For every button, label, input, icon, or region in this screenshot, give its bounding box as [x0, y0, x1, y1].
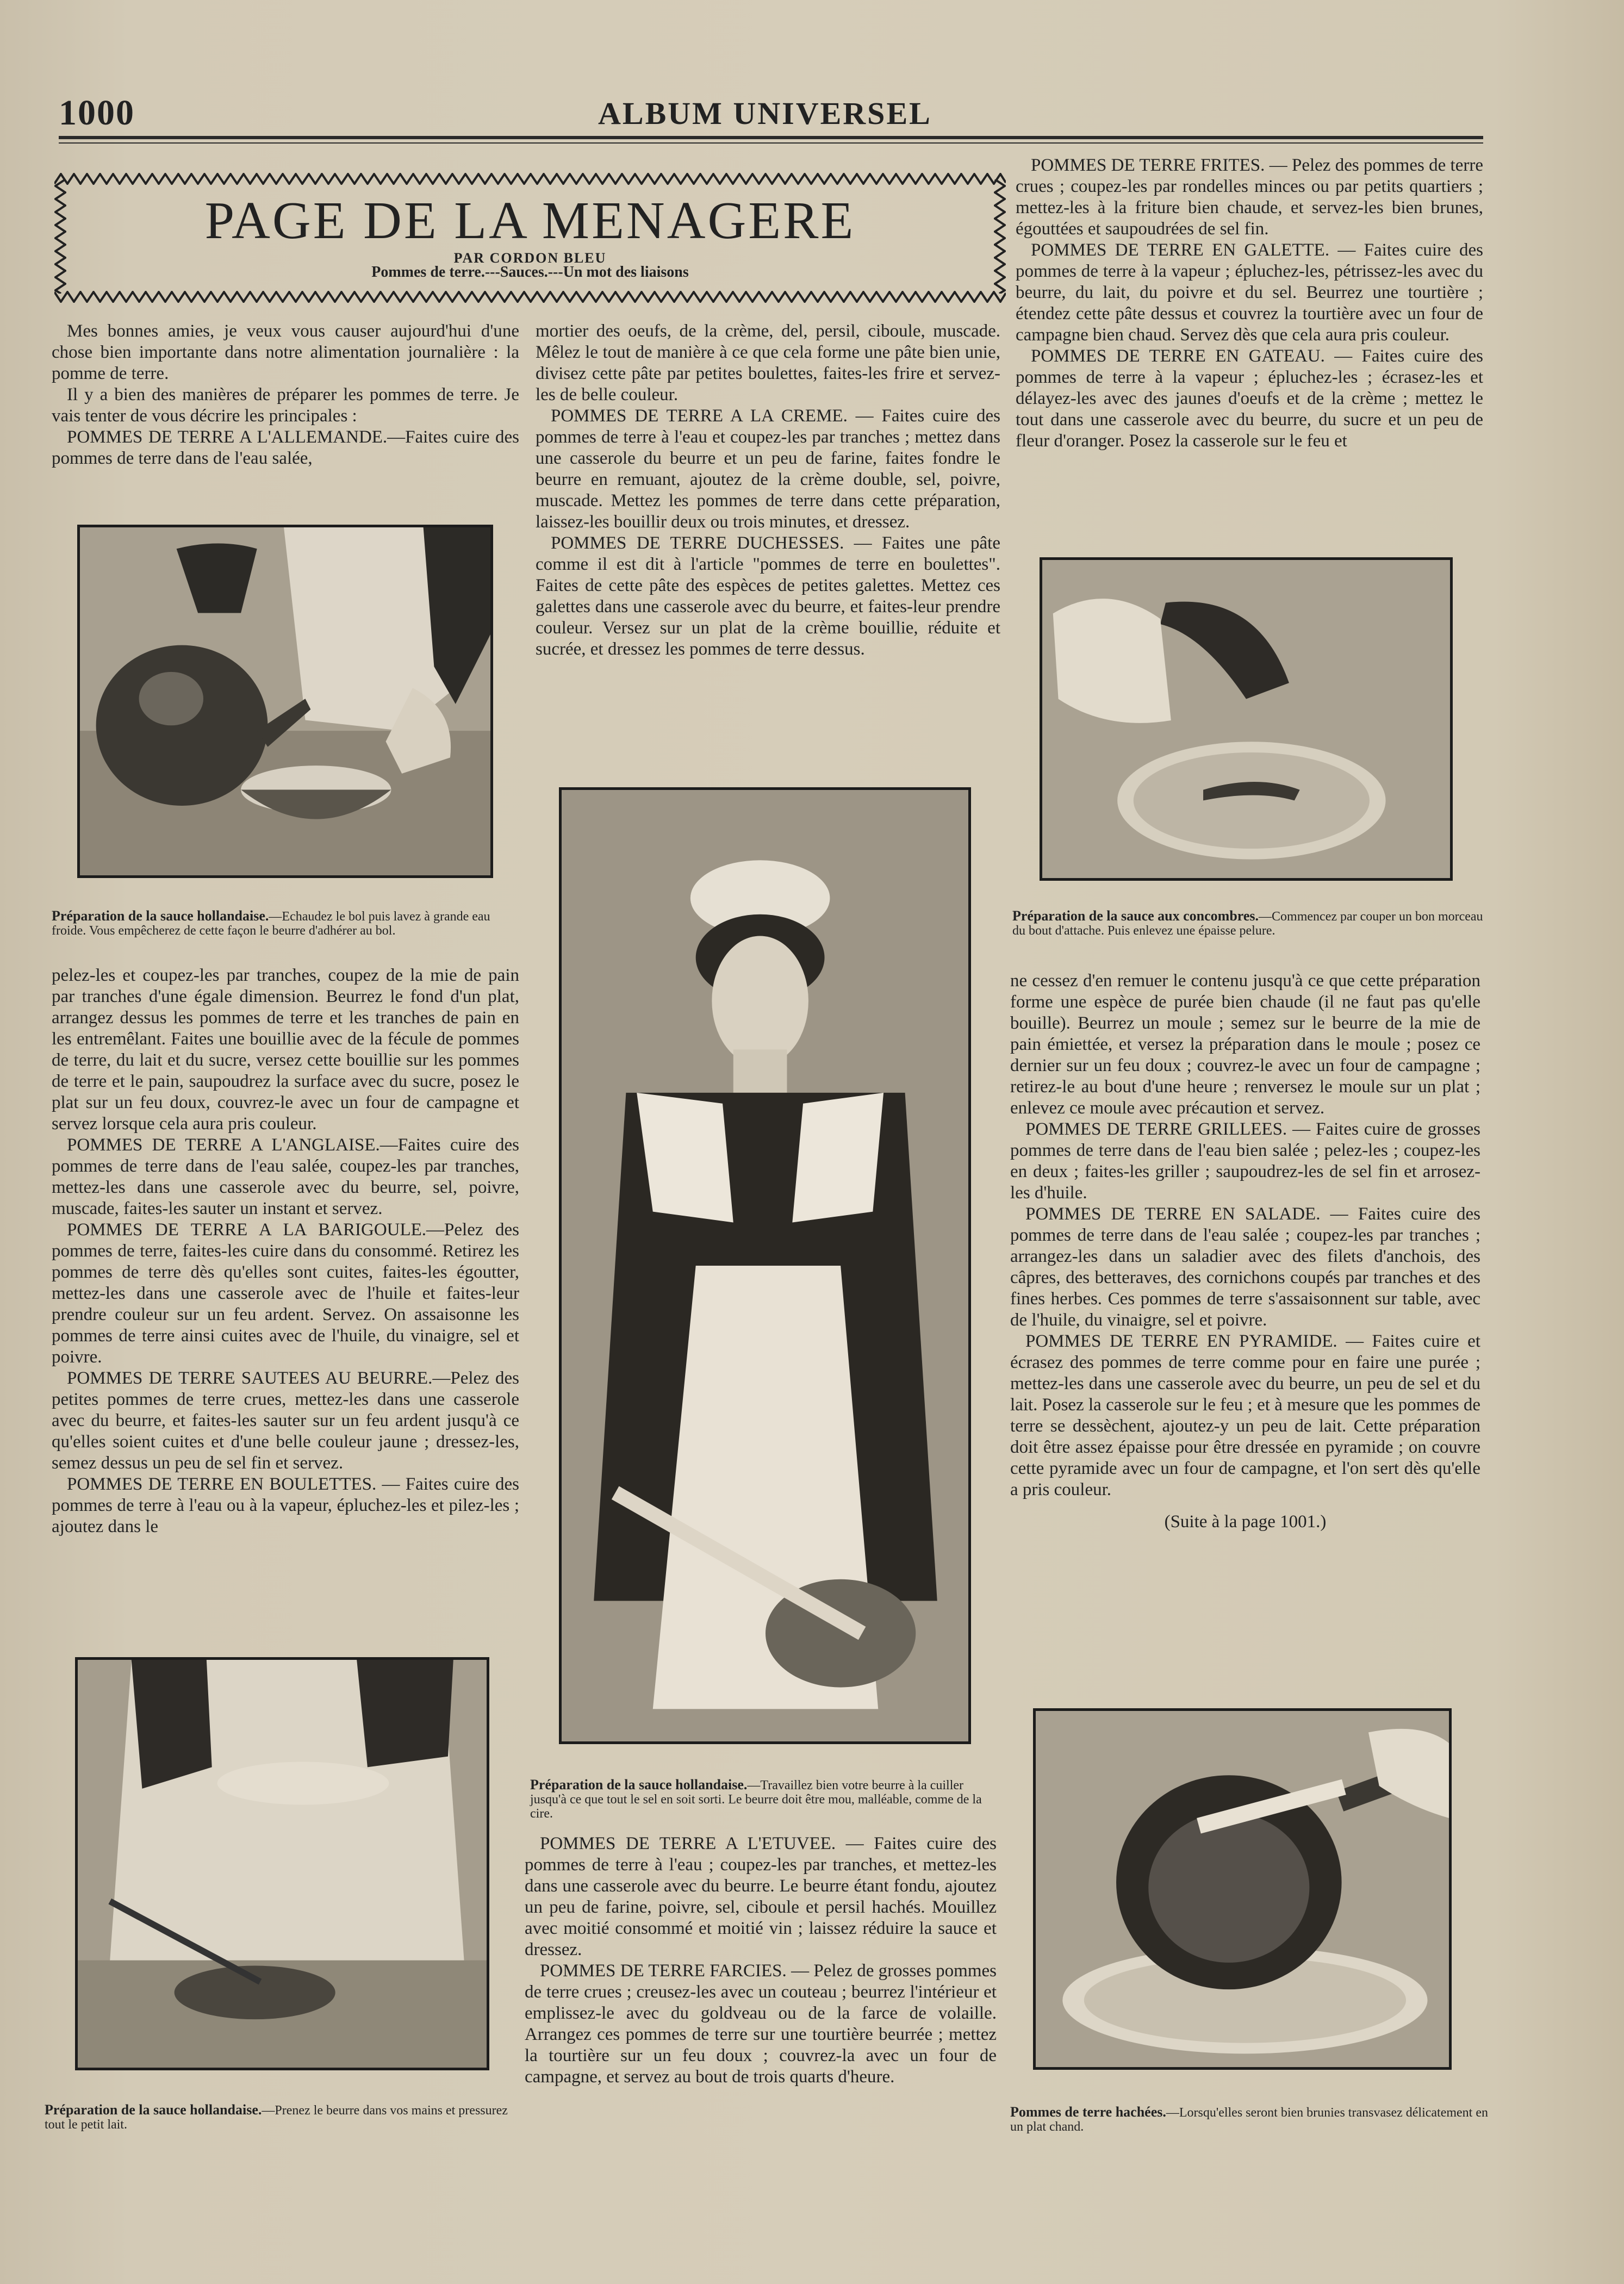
figure-caption: [1010, 2105, 1489, 2134]
paragraph-sautees: POMMES DE TERRE SAUTEES AU BEURRE.—Pelez des petites pommes de terre crues, mettez-les dans une casserole avec du beurre, et faites-les sauter sur un feu ardent jusqu'à ce qu'elles soient cuites et d'une belle couleur jaune ; dressez-les, semez dessus un peu de sel fin et servez.: [52, 1368, 519, 1473]
figure-woman-stirring: [559, 787, 971, 1744]
running-title: ALBUM UNIVERSEL: [598, 96, 932, 131]
header-rule-thin: [59, 142, 1483, 144]
header-rule: [59, 136, 1483, 139]
cucumber-peeling-illustration: [1042, 560, 1450, 878]
pan-and-plate-illustration: [1036, 1711, 1449, 2067]
page-number: 1000: [59, 93, 135, 133]
zigzag-border-right: [994, 179, 1006, 294]
paragraph-gateau: POMMES DE TERRE EN GATEAU. — Faites cuire des pommes de terre à la vapeur ; épluchez-les ; écrasez-les et délayez-les avec des jaunes d'oeufs et de la crème ; mettez le tout dans une casserole avec du beurre, du sucre et un peu de fleur d'oranger. Posez la casserole sur le feu et: [1016, 346, 1483, 451]
paragraph: mortier des oeufs, de la crème, del, persil, ciboule, muscade. Mêlez le tout de manière à ce que cela forme une pâte bien unie, divisez cette pâte par petites boulettes, faites-les frire et servez-les de belle couleur.: [536, 321, 1000, 404]
paragraph-boulettes: POMMES DE TERRE EN BOULETTES. — Faites cuire des pommes de terre à l'eau ou à la vapeur, épluchez-les et pilez-les ; ajoutez dans le: [52, 1474, 519, 1536]
paragraph-allemande: POMMES DE TERRE A L'ALLEMANDE.—Faites cuire des pommes de terre dans de l'eau salée,: [52, 427, 519, 468]
kettle-and-bowl-illustration: [80, 527, 490, 875]
zigzag-border-bottom: [54, 291, 1006, 303]
figure-caption: [45, 2103, 523, 2132]
column-3-bottom: [1010, 970, 1480, 1533]
paragraph-barigoule: POMMES DE TERRE A LA BARIGOULE.—Pelez des pommes de terre, faites-les cuire dans du consommé. Retirez les pommes de terre dès qu'elles sont cuites, faites-les égoutter, mettez-les dans une casserole avec de l'huile et faites-leur prendre couleur sur un feu ardent. Servez. On assaisonne les pommes de terre ainsi cuites avec de l'huile, du vinaigre, sel et poivre.: [52, 1220, 519, 1367]
figure-caption: [1012, 909, 1491, 938]
caption-title: Préparation de la sauce hollandaise.: [530, 1777, 748, 1793]
paragraph-creme: POMMES DE TERRE A LA CREME. — Faites cuire des pommes de terre à l'eau et coupez-les par tranches ; mettez dans une casserole du beurre et un peu de farine, faites fondre le beurre en remuant, ajoutez de la crème double, sel, poivre, muscade. Mettez les pommes de terre dans cette préparation, laissez-les bouillir deux ou trois minutes, et dressez.: [536, 406, 1000, 532]
column-2-bottom: [525, 1833, 997, 2088]
woman-stirring-bowl-illustration: [562, 790, 968, 1741]
paragraph-frites: POMMES DE TERRE FRITES. — Pelez des pommes de terre crues ; coupez-les par rondelles minces ou par petits quartiers ; mettez-les à la friture bien chaude, et servez-les bien brunes, égouttées et saupoudrées de sel fin.: [1016, 155, 1483, 239]
paragraph: pelez-les et coupez-les par tranches, coupez de la mie de pain par tranches d'une égale dimension. Beurrez le fond d'un plat, arrangez dessus les pommes de terre et les tranches de pain en les entremêlant. Faites une bouillie avec de la fécule de pommes de terre, du lait et du sucre, versez cette bouillie sur les pommes de terre et le pain, saupoudrez la surface avec du sucre, posez le plat sur un feu doux, couvrez-le avec un four de campagne et servez lorsque cela aura pris couleur.: [52, 966, 519, 1134]
article-byline: PAR CORDON BLEU: [453, 250, 607, 266]
column-2-top: [536, 321, 1000, 660]
figure-kettle-bowl: [77, 525, 493, 878]
hands-pressing-butter-illustration: [78, 1660, 487, 2068]
paragraph-grillees: POMMES DE TERRE GRILLEES. — Faites cuire de grosses pommes de terre dans de l'eau bien salée ; pelez-les ; coupez-les en deux ; faites-les griller ; saupoudrez-les de sel fin et arrosez-les d'huile.: [1010, 1119, 1480, 1203]
paragraph-salade: POMMES DE TERRE EN SALADE. — Faites cuire des pommes de terre dans de l'eau salée ; coupez-les par tranches ; arrangez-les dans un saladier avec des filets d'anchois, des câpres, des betteraves, des cornichons coupés par tranches et des fines herbes. Ces pommes de terre s'assaisonnent sur table, avec de l'huile, du vinaigre, sel et poivre.: [1010, 1204, 1480, 1330]
figure-pan-plate: [1033, 1708, 1452, 2070]
figure-caption: [52, 909, 519, 938]
column-3-top: [1016, 155, 1483, 452]
figure-cucumber: [1040, 557, 1453, 881]
caption-text: —Prenez le beurre dans vos mains et pressurez tout le petit lait.: [45, 2103, 508, 2132]
caption-title: Préparation de la sauce aux concombres.: [1012, 908, 1259, 924]
column-1-bottom: [52, 965, 519, 1538]
zigzag-border-left: [54, 179, 66, 294]
caption-title: Pommes de terre hachées.: [1010, 2104, 1166, 2120]
paragraph-pyramide: POMMES DE TERRE EN PYRAMIDE. — Faites cuire et écrasez des pommes de terre comme pour en faire une purée ; mettez-les dans une casserole avec du beurre, un peu de sel et du lait. Posez la casserole sur le feu ; et à mesure que les pommes de terre se dessèchent, ajoutez-y un peu de lait. Cette préparation doit être assez épaisse pour être dressée en pyramide ; on couvre cette pyramide avec un four de campagne, et l'on sert dès qu'elle a pris couleur.: [1010, 1331, 1480, 1499]
figure-caption: [530, 1778, 998, 1821]
paragraph-farcies: POMMES DE TERRE FARCIES. — Pelez de grosses pommes de terre crues ; creusez-les avec un couteau ; beurrez l'intérieur et emplissez-le avec du goldveau ou de la farce de volaille. Arrangez ces pommes de terre sur une tourtière beurrée ; mettez la tourtière sur un feu doux ; couvrez-la avec un four de campagne, et servez au bout de trois quarts d'heure.: [525, 1961, 997, 2087]
continued-note: (Suite à la page 1001.): [1164, 1512, 1327, 1532]
caption-text: —Commencez par couper un bon morceau du bout d'attache. Puis enlevez une épaisse pelure.: [1012, 910, 1483, 938]
article-title: PAGE DE LA MENAGERE: [204, 191, 856, 250]
paragraph-galette: POMMES DE TERRE EN GALETTE. — Faites cuire des pommes de terre à la vapeur ; épluchez-les, pétrissez-les avec du beurre, du lait, du poivre et du sel. Beurrez une tourtière ; étendez cette pâte dessus et couvrez la tourtière avec un four de campagne bien chaud. Servez dès que cela aura pris couleur.: [1016, 240, 1483, 345]
paragraph: ne cessez d'en remuer le contenu jusqu'à ce que cette préparation forme une espèce de purée bien chaude (il ne faut pas qu'elle bouille). Beurrez un moule ; semez sur le beurre de la mie de pain émiettée, et versez la préparation dans le moule ; posez ce dernier sur un feu doux ; couvrez-le avec un four de campagne ; retirez-le au bout d'une heure ; renversez le moule sur un plat ; enlevez ce moule avec précaution et servez.: [1010, 971, 1480, 1118]
paragraph-duchesses: POMMES DE TERRE DUCHESSES. — Faites une pâte comme il est dit à l'article "pommes de terre en boulettes". Faites de cette pâte des espèces de petites galettes. Mettez ces galettes dans une casserole avec du beurre, et faites-leur prendre couleur. Versez sur un plat de la crème bouillie, réduite et sucrée, et dressez les pommes de terre dessus.: [536, 533, 1000, 659]
caption-text: —Lorsqu'elles seront bien brunies transvasez délicatement en un plat chand.: [1010, 2106, 1488, 2134]
caption-text: —Echaudez le bol puis lavez à grande eau froide. Vous empêcherez de cette façon le beurre d'adhérer au bol.: [52, 910, 490, 938]
caption-title: Préparation de la sauce hollandaise.: [45, 2102, 262, 2118]
figure-hands-butter: [75, 1657, 489, 2070]
zigzag-border-top: [54, 173, 1006, 185]
paragraph-anglaise: POMMES DE TERRE A L'ANGLAISE.—Faites cuire des pommes de terre dans de l'eau salée, coupez-les par tranches, mettez-les dans une casserole avec du beurre, sel, poivre, muscade, faites-les sauter un instant et servez.: [52, 1135, 519, 1218]
paragraph: Il y a bien des manières de préparer les pommes de terre. Je vais tenter de vous décrire les principales :: [52, 385, 519, 426]
paragraph-etuvee: POMMES DE TERRE A L'ETUVEE. — Faites cuire des pommes de terre à l'eau ; coupez-les par tranches, et mettez-les dans une casserole avec du beurre. Le beurre étant fondu, ajoutez un peu de farine, poivre, sel, ciboule et persil hachés. Mouillez avec moitié consommé et moitié vin ; laissez réduire la sauce et dressez.: [525, 1834, 997, 1959]
caption-title: Préparation de la sauce hollandaise.: [52, 908, 269, 924]
paragraph-intro: Mes bonnes amies, je veux vous causer aujourd'hui d'une chose bien importante dans notre alimentation journalière : la pomme de terre.: [52, 321, 519, 383]
article-subtitle: Pommes de terre.---Sauces.---Un mot des liaisons: [371, 264, 689, 281]
caption-text: —Travaillez bien votre beurre à la cuiller jusqu'à ce que tout le sel en soit sorti. Le beurre doit être mou, malléable, comme de la cire.: [530, 1778, 982, 1821]
column-1-top: [52, 321, 519, 469]
